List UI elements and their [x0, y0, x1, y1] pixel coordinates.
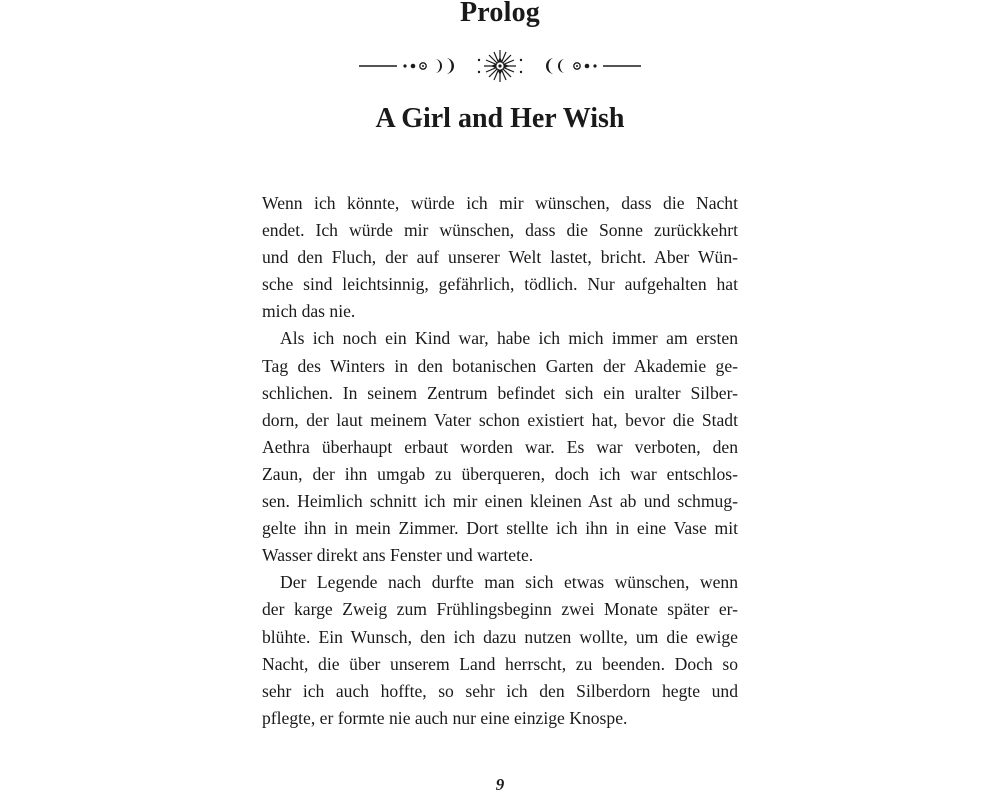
text-line: Aethra überhaupt erbaut worden war. Es war verboten, den — [262, 436, 738, 457]
text-line: dorn, der laut meinem Vater schon existiert hat, bevor die Stadt — [262, 409, 738, 430]
text-line: Zaun, der ihn umgab zu überqueren, doch ich war entschlos- — [262, 463, 738, 484]
chapter-label: Prolog — [459, 0, 540, 28]
text-line: Nacht, die über unserem Land herrscht, zu beenden. Doch so — [262, 653, 738, 674]
text-line: mich das nie. — [262, 301, 356, 322]
text-line: Als ich noch ein Kind war, habe ich mich immer am ersten — [280, 328, 738, 349]
text-line: Der Legende nach durfte man sich etwas wünschen, wenn — [280, 572, 738, 593]
text-line: blühte. Ein Wunsch, den ich dazu nutzen wollte, um die ewige — [262, 626, 738, 647]
text-line: der karge Zweig zum Frühlingsbeginn zwei Monate später er- — [262, 599, 738, 620]
text-line: sche sind leichtsinnig, gefährlich, tödlich. Nur aufgehalten hat — [262, 274, 738, 295]
star-and-moon-phases-ornament-icon — [355, 46, 645, 86]
chapter-title: A Girl and Her Wish — [375, 103, 625, 134]
text-line: gelte ihn in mein Zimmer. Dort stellte ich ihn in eine Vase mit — [262, 518, 738, 539]
text-line: endet. Ich würde mir wünschen, dass die Sonne zurückkehrt — [262, 220, 738, 241]
text-line: pflegte, er formte nie auch nur eine einzige Knospe. — [262, 707, 628, 728]
text-line: Wasser direkt ans Fenster und wartete. — [262, 545, 534, 566]
text-line: sehr ich auch hoffte, so sehr ich den Silberdorn hegte und — [262, 680, 738, 701]
text-line: und den Fluch, der auf unserer Welt lastet, bricht. Aber Wün- — [262, 247, 738, 268]
text-line: sen. Heimlich schnitt ich mir einen kleinen Ast ab und schmug- — [262, 491, 738, 512]
text-line: schlichen. In seinem Zentrum befindet sich ein uralter Silber- — [262, 382, 738, 403]
text-line: Tag des Winters in den botanischen Garten der Akademie ge- — [262, 355, 738, 376]
prologue-body-text — [262, 190, 738, 732]
page-number: 9 — [495, 775, 505, 794]
text-line: Wenn ich könnte, würde ich mir wünschen, dass die Nacht — [262, 193, 738, 213]
